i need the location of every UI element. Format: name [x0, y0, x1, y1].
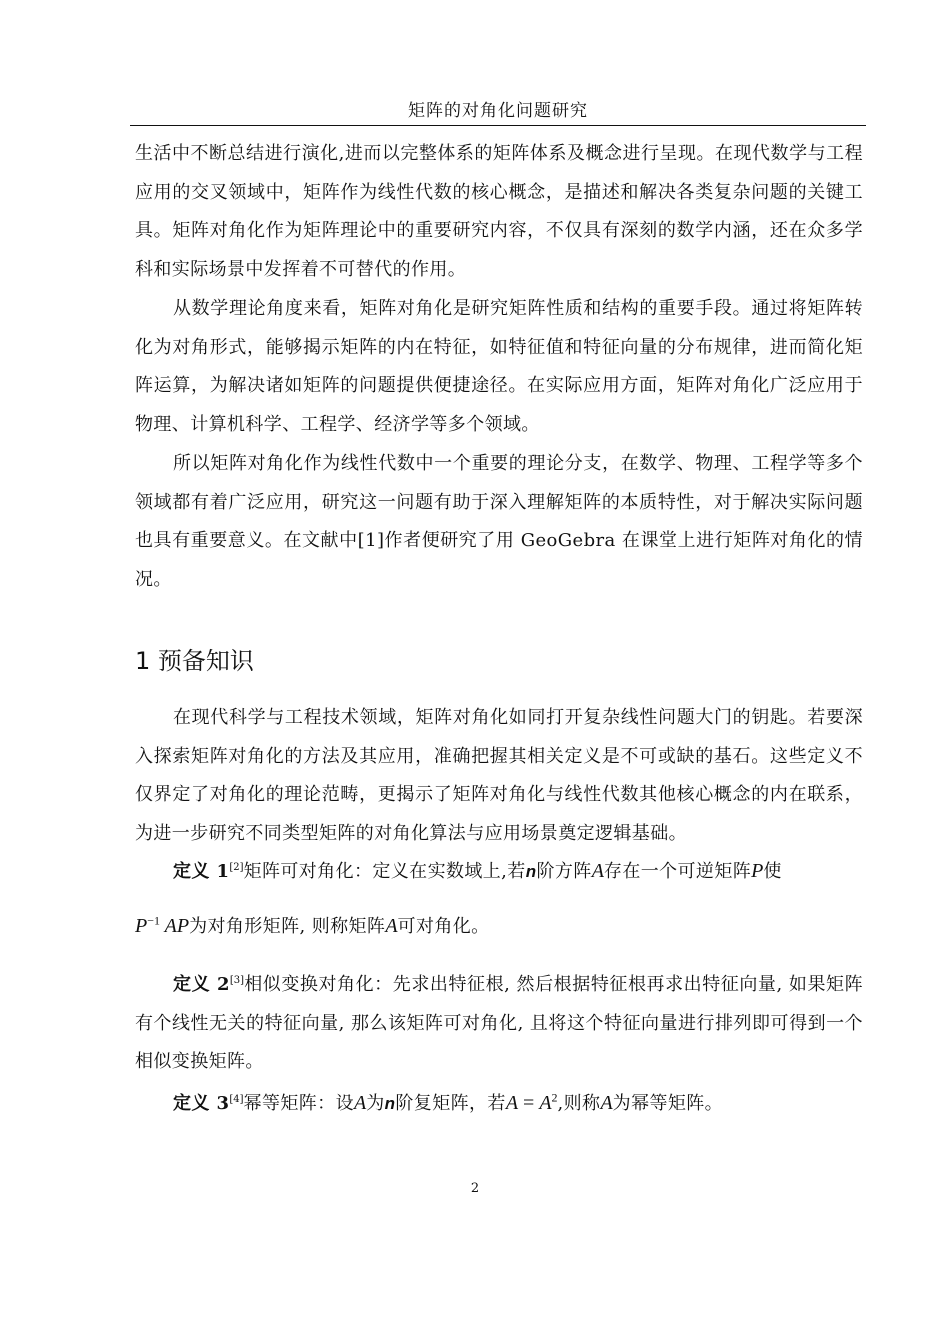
definition-3-text: 为幂等矩阵。 [612, 1093, 724, 1114]
definition-3-text: 为 [366, 1093, 385, 1114]
citation-ref: [4] [229, 1094, 244, 1105]
intro-paragraph-1: 生活中不断总结进行演化,进而以完整体系的矩阵体系及概念进行呈现。在现代数学与工程应用的交叉领域中，矩阵作为线性代数的核心概念，是描述和解决各类复杂问题的关键工具。矩阵对角化作为矩阵理论中的重要研究内容，不仅具有深刻的数学内涵，还在众多学科和实际场景中发挥着不可替代的作用。 [135, 143, 863, 280]
definition-1-text: 使 [763, 861, 782, 882]
math-variable-a: A [539, 1092, 552, 1114]
math-expression-idempotent [506, 1092, 558, 1114]
intro-paragraph-2: 从数学理论角度来看，矩阵对角化是研究矩阵性质和结构的重要手段。通过将矩阵转化为对角形式，能够揭示矩阵的内在特征，如特征值和特征向量的分布规律，进而简化矩阵运算，为解决诸如矩阵的问题提供便捷途径。在实际应用方面，矩阵对角化广泛应用于物理、计算机科学、工程学、经济学等多个领域。 [135, 298, 863, 435]
definition-1-continued [135, 907, 863, 947]
citation-ref: [3] [229, 975, 245, 986]
definition-2 [135, 966, 863, 1082]
citation-ref: [2] [229, 862, 244, 873]
math-variable-a: A [385, 915, 398, 937]
math-variable-n: n [384, 1094, 396, 1113]
running-header: 矩阵的对角化问题研究 [408, 101, 588, 121]
math-variable-a: A [505, 1092, 519, 1114]
math-variable-n: n [525, 862, 537, 881]
definition-1-text: 阶方阵 [536, 861, 592, 882]
math-variable-a: A [591, 860, 604, 882]
header-rule [130, 125, 866, 126]
math-exponent: −1 [147, 913, 160, 928]
math-variable-a: A [353, 1092, 367, 1114]
definition-3-text: 幂等矩阵：设 [243, 1093, 354, 1114]
definition-3-term: 定义 3 [173, 1093, 230, 1114]
definition-1-text: 为对角形矩阵, 则称矩阵 [189, 916, 386, 937]
math-variable-p: P [751, 860, 764, 882]
math-variable-p: P [135, 915, 148, 937]
definition-3 [135, 1084, 863, 1124]
definition-1-text: 矩阵可对角化：定义在实数域上,若 [243, 861, 526, 882]
definition-1-text: 可对角化。 [397, 916, 490, 937]
definition-1 [135, 852, 863, 892]
section-paragraph-1: 在现代科学与工程技术领域，矩阵对角化如同打开复杂线性问题大门的钥匙。若要深入探索矩阵对角化的方法及其应用，准确把握其相关定义是不可或缺的基石。这些定义不仅界定了对角化的理论范畴，更揭示了矩阵对角化与线性代数其他核心概念的内在联系，为进一步研究不同类型矩阵的对角化算法与应用场景奠定逻辑基础。 [135, 707, 863, 844]
math-expression-p-inverse-ap [135, 915, 189, 937]
math-equals: = [518, 1092, 540, 1114]
page-number: 2 [470, 1181, 480, 1196]
definition-2-term: 定义 2 [173, 974, 230, 995]
definition-2-text: 相似变换对角化：先求出特征根, 然后根据特征根再求出特征向量, 如果矩阵有个线性无关的特征向量, 那么该矩阵可对角化, 且将这个特征向量进行排列即可得到一个相似变换矩阵。 [135, 974, 863, 1072]
definition-3-text: ,则称 [557, 1093, 601, 1114]
definition-1-term: 定义 1 [173, 861, 230, 882]
math-variable-a: A [600, 1092, 613, 1114]
math-exponent: 2 [551, 1090, 558, 1105]
math-variable-ap: AP [160, 915, 190, 937]
section-heading: 1 预备知识 [135, 647, 254, 675]
definition-1-text: 存在一个可逆矩阵 [603, 861, 752, 882]
definition-3-text: 阶复矩阵，若 [395, 1093, 506, 1114]
intro-paragraph-3: 所以矩阵对角化作为线性代数中一个重要的理论分支，在数学、物理、工程学等多个领域都有着广泛应用，研究这一问题有助于深入理解矩阵的本质特性，对于解决实际问题也具有重要意义。在文献中[1]作者便研究了用 GeoGebra 在课堂上进行矩阵对角化的情况。 [135, 453, 863, 590]
